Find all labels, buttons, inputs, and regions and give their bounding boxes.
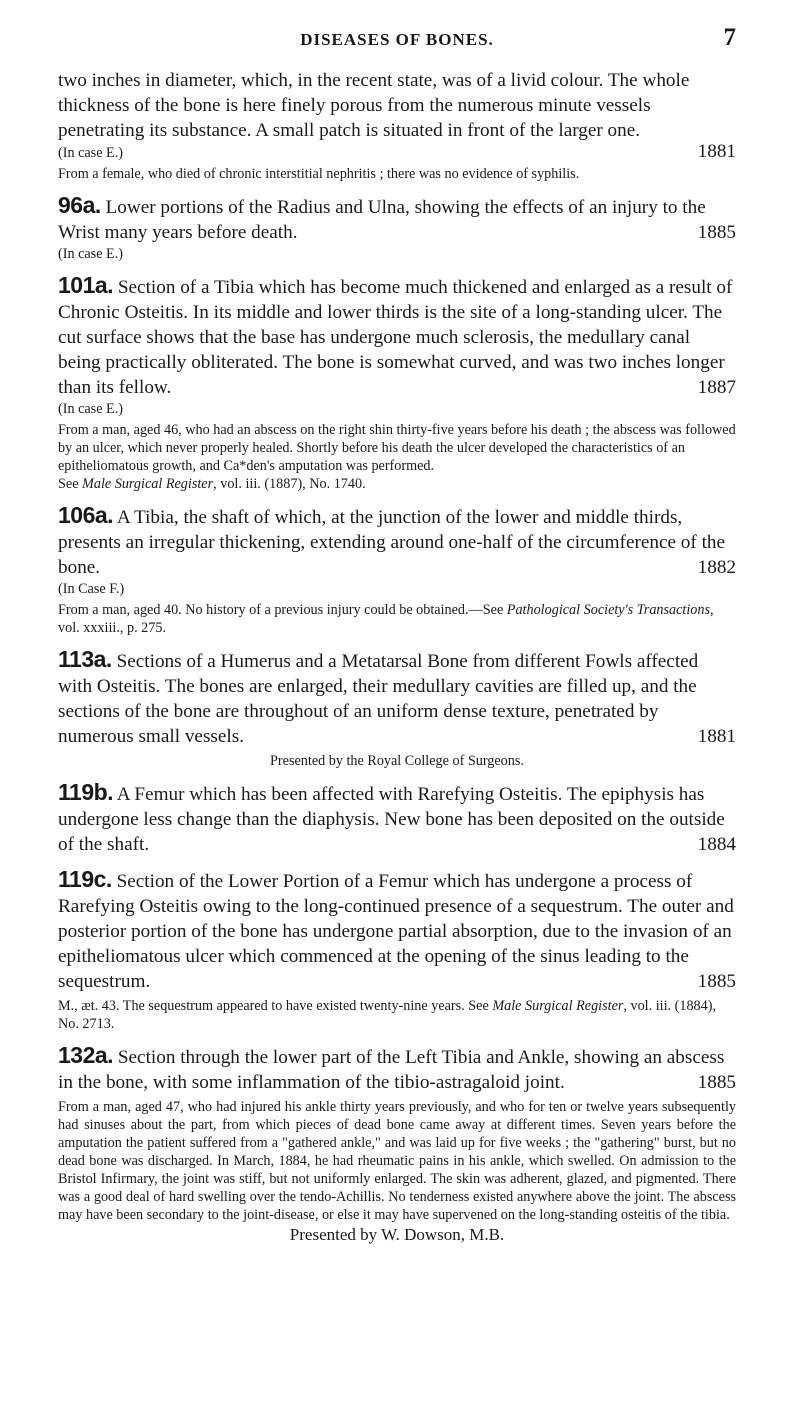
catalogue-entry	[58, 193, 736, 263]
running-title: DISEASES OF BONES.	[300, 30, 494, 49]
entry-description	[58, 193, 736, 245]
entry-text: Section through the lower part of the Left Tibia and Ankle, showing an abscess in the bone, with some inflammation of the tibio-astragaloid joint.	[58, 1047, 725, 1093]
entry-text: A Femur which has been affected with Rarefying Osteitis. The epiphysis has undergone less change than the diaphysis. New bone has been deposited on the outside of the shaft.	[58, 784, 725, 855]
entry-case: (In case E.)	[58, 246, 123, 262]
catalogue-entry	[58, 1043, 736, 1246]
intro-case: (In case E.)	[58, 145, 123, 161]
page-number: 7	[723, 24, 736, 51]
entry-description	[58, 273, 736, 400]
entry-presented: Presented by W. Dowson, M.B.	[289, 1225, 505, 1244]
entry-number: 119b.	[58, 779, 114, 805]
page-body	[58, 68, 736, 1246]
entry-case: (In case E.)	[58, 401, 123, 417]
intro-text: two inches in diameter, which, in the recent state, was of a livid colour. The whole thickness of the bone is here finely porous from the numerous minute vessels penetrating its substance. A small patch is situated in front of the larger one.	[58, 70, 690, 141]
entry-description	[58, 503, 736, 580]
note-text: From a man, aged 40. No history of a previous injury could be obtained.—See	[58, 602, 507, 618]
note-title: Male Surgical Register	[492, 998, 624, 1014]
entry-year: 1885	[697, 222, 736, 243]
entry-number: 113a.	[58, 646, 112, 672]
entry-number: 101a.	[58, 272, 114, 298]
entry-text: Sections of a Humerus and a Metatarsal Bone from different Fowls affected with Osteitis. The bones are enlarged, their medullary cavities are filled up, and the sections of the bone are throughout of an uniform dense texture, penetrated by numerous small vessels.	[58, 651, 699, 747]
entry-note	[58, 601, 736, 637]
entry-number: 119c.	[58, 866, 112, 892]
note-text: M., æt. 43. The sequestrum appeared to have existed twenty-nine years. See	[58, 998, 493, 1014]
entry-year: 1882	[697, 557, 736, 578]
entry-text: Lower portions of the Radius and Ulna, showing the effects of an injury to the Wrist many years before death.	[58, 197, 706, 243]
catalogue-entry	[58, 273, 736, 493]
catalogue-entry	[58, 780, 736, 857]
entry-year: 1885	[697, 1072, 736, 1093]
reference-prefix: See	[58, 476, 83, 492]
note-title: Pathological Society's Transactions	[506, 602, 711, 618]
catalogue-entry	[58, 503, 736, 637]
intro-case-line	[58, 143, 736, 162]
entry-description	[58, 780, 736, 857]
entry-number: 106a.	[58, 502, 114, 528]
intro-entry	[58, 68, 736, 183]
entry-year: 1881	[697, 726, 736, 747]
entry-presented: Presented by the Royal College of Surgeons.	[270, 753, 524, 769]
entry-note: From a man, aged 47, who had injured his ankle thirty years previously, and who for ten or twelve years subsequently had sinuses about the part, from which pieces of dead bone came away at different times. Seven years before the amputation the patient suffered from a "gathered ankle," and was laid up for five weeks ; the "gathering" burst, but no dead bone was discharged. In March, 1884, he had rheumatic pains in his ankle, which swelled. On admission to the Bristol Infirmary, the joint was stiff, but not uniformly enlarged. The skin was adherent, glazed, and pigmented. There was a good deal of hard swelling over the tendo-Achillis. No tenderness existed anywhere above the joint. The abscess may have been secondary to the joint-disease, or else it may have supervened on the long-standing osteitis of the tibia.	[58, 1099, 736, 1223]
entry-year: 1884	[697, 834, 736, 855]
reference-title: Male Surgical Register	[82, 476, 214, 492]
intro-note: From a female, who died of chronic interstitial nephritis ; there was no evidence of syphilis.	[58, 166, 580, 182]
entry-description	[58, 1043, 736, 1095]
catalogue-entry	[58, 647, 736, 770]
entry-reference	[58, 475, 736, 493]
intro-year: 1881	[697, 141, 736, 162]
entry-year: 1885	[697, 971, 736, 992]
note-detail: , vol. xxxiii., p. 275.	[58, 602, 714, 636]
page-header	[58, 0, 736, 68]
entry-year: 1887	[697, 377, 736, 398]
entry-text: Section of the Lower Portion of a Femur which has undergone a process of Rarefying Osteitis owing to the long-continued presence of a sequestrum. The outer and posterior portion of the bone has undergone partial absorption, due to the invasion of an epitheliomatous ulcer which commenced at the opening of the sinus leading to the sequestrum.	[58, 871, 734, 992]
note-detail: , vol. iii. (1884), No. 2713.	[58, 998, 716, 1032]
entry-number: 132a.	[58, 1042, 114, 1068]
entry-text: Section of a Tibia which has become much thickened and enlarged as a result of Chronic Osteitis. In its middle and lower thirds is the site of a long-standing ulcer. The cut surface shows that the base has undergone much sclerosis, the medullary canal being practically obliterated. The bone is somewhat curved, and was two inches longer than its fellow.	[58, 277, 733, 398]
reference-detail: , vol. iii. (1887), No. 1740.	[213, 476, 366, 492]
entry-case: (In Case F.)	[58, 581, 125, 597]
entry-note	[58, 997, 736, 1033]
entry-description	[58, 647, 736, 749]
entry-description	[58, 867, 736, 994]
catalogue-entry	[58, 867, 736, 1033]
entry-number: 96a.	[58, 192, 101, 218]
entry-note: From a man, aged 46, who had an abscess on the right shin thirty-five years before his death ; the abscess was followed by an ulcer, which never properly healed. Shortly before his death the ulcer developed the characteristics of an epitheliomatous growth, and Ca*den's amputation was performed.	[58, 422, 736, 474]
entry-text: A Tibia, the shaft of which, at the junction of the lower and middle thirds, presents an irregular thickening, extending around one-half of the circumference of the bone.	[58, 507, 726, 578]
